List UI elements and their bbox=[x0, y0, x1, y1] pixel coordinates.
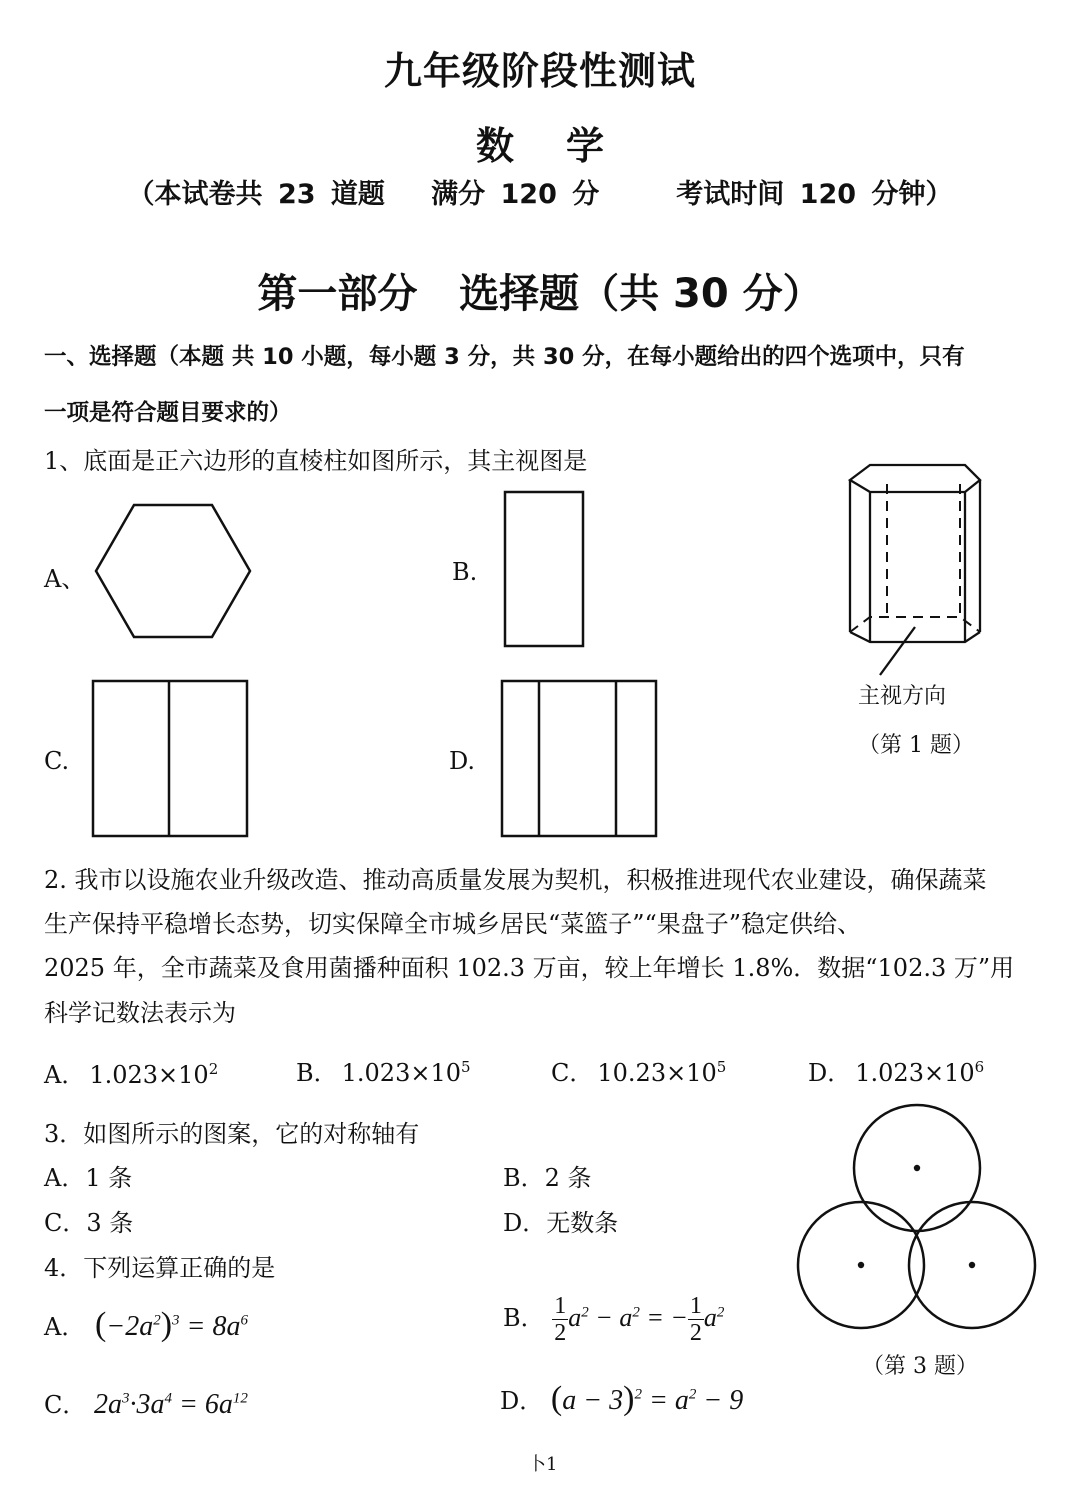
q1-option-c-figure bbox=[91, 679, 249, 839]
q2-option-a[interactable] bbox=[44, 1055, 218, 1090]
q4-b-exp3: 2 bbox=[716, 1304, 725, 1321]
q4-b-num-2: 1 bbox=[689, 1293, 702, 1319]
q3-three-circles-figure bbox=[795, 1100, 1040, 1345]
q1-option-a-label[interactable]: A、 bbox=[44, 565, 86, 593]
page-mark: 卜1 bbox=[528, 1454, 558, 1475]
q4-b-term2: a bbox=[703, 1303, 717, 1332]
q2-line-3: 2025 年，全市蔬菜及食用菌播种面积 102.3 万亩，较上年增长 1.8%．数据“102.3 万”用 bbox=[44, 954, 1015, 982]
q4-c-term3: = 6a bbox=[179, 1389, 233, 1420]
q1-stem: 1、底面是正六边形的直棱柱如图所示，其主视图是 bbox=[44, 447, 588, 475]
q2-option-b-base: 1.023×10 bbox=[341, 1059, 461, 1087]
q1-view-direction-label: 主视方向 bbox=[858, 684, 947, 709]
q4-a-rhs: = 8a bbox=[186, 1311, 241, 1342]
section-instructions-line1: 一、选择题（本题 共 10 小题，每小题 3 分，共 30 分，在每小题给出的四个选项中，只有 bbox=[44, 344, 965, 370]
q4-b-den-2: 2 bbox=[689, 1320, 702, 1346]
q2-option-c-label: C． bbox=[551, 1059, 594, 1087]
q4-option-b-label: B． bbox=[503, 1304, 545, 1332]
q4-b-exp1: 2 bbox=[581, 1304, 589, 1321]
q4-c-exp3: 12 bbox=[232, 1390, 248, 1407]
q2-line-1: 2. 我市以设施农业升级改造、推动高质量发展为契机，积极推进现代农业建设，确保蔬菜 bbox=[44, 866, 987, 894]
q2-option-b[interactable] bbox=[296, 1053, 471, 1088]
q2-option-c-exp: 5 bbox=[716, 1058, 727, 1076]
q1-option-c-label[interactable]: C. bbox=[44, 747, 70, 775]
q3-option-a[interactable]: A．1 条 bbox=[44, 1164, 133, 1192]
q4-option-c-label: C． bbox=[44, 1391, 87, 1419]
q3-figure-caption: （第 3 题） bbox=[862, 1354, 978, 1379]
q4-c-term2: ·3a bbox=[129, 1389, 165, 1420]
q4-b-den-1: 2 bbox=[554, 1320, 567, 1346]
q2-option-d[interactable] bbox=[808, 1053, 984, 1088]
subject-title: 数学 bbox=[475, 124, 656, 168]
q2-option-b-label: B． bbox=[296, 1059, 338, 1087]
q2-line-2: 生产保持平稳增长态势，切实保障全市城乡居民“菜篮子”“果盘子”稳定供给、 bbox=[44, 910, 862, 938]
q2-line-4: 科学记数法表示为 bbox=[44, 999, 236, 1027]
q4-option-b[interactable] bbox=[503, 1293, 724, 1346]
q4-d-exp2: 2 bbox=[688, 1386, 697, 1403]
q4-a-lhs: −2a bbox=[106, 1311, 154, 1342]
q2-option-a-exp: 2 bbox=[208, 1060, 219, 1078]
q3-option-d[interactable]: D．无数条 bbox=[503, 1209, 619, 1237]
q4-d-exp1: 2 bbox=[634, 1386, 642, 1403]
q4-c-term1: 2a bbox=[94, 1389, 123, 1420]
q1-option-b-rectangle bbox=[503, 490, 585, 648]
q4-b-term1: a bbox=[568, 1303, 582, 1332]
q1-option-d-label[interactable]: D. bbox=[449, 747, 476, 775]
q1-option-a-hexagon bbox=[92, 503, 254, 639]
q4-option-a[interactable]: A． $(-2a^2)^3 = 8a^6$ bbox=[44, 1306, 248, 1343]
q4-d-tail: − 9 bbox=[703, 1385, 744, 1416]
q3-option-b[interactable]: B．2 条 bbox=[503, 1164, 592, 1192]
q2-option-a-base: 1.023×10 bbox=[89, 1061, 209, 1089]
q2-option-d-exp: 6 bbox=[974, 1058, 985, 1076]
q4-stem: 4．下列运算正确的是 bbox=[44, 1254, 276, 1282]
q4-b-eq: = − bbox=[646, 1303, 688, 1332]
exam-title: 九年级阶段性测试 bbox=[383, 49, 696, 93]
q2-option-d-base: 1.023×10 bbox=[855, 1059, 975, 1087]
q1-hexagonal-prism-figure bbox=[840, 460, 990, 690]
q2-option-d-label: D． bbox=[808, 1059, 852, 1087]
q1-option-b-label[interactable]: B. bbox=[452, 558, 478, 586]
q2-option-c-base: 10.23×10 bbox=[597, 1059, 717, 1087]
q3-stem: 3．如图所示的图案，它的对称轴有 bbox=[44, 1120, 420, 1148]
q2-option-a-label: A． bbox=[44, 1061, 86, 1089]
q4-d-rhs: = a bbox=[648, 1385, 689, 1416]
q4-option-c[interactable] bbox=[44, 1385, 248, 1421]
q1-figure-caption: （第 1 题） bbox=[858, 733, 974, 758]
q4-option-a-label: A． bbox=[44, 1313, 86, 1341]
q4-a-exp2: 3 bbox=[172, 1312, 180, 1329]
q1-option-d-figure bbox=[500, 679, 658, 839]
q4-b-num-1: 1 bbox=[554, 1293, 567, 1319]
q4-option-d[interactable]: D． $(a - 3)^2 = a^2 - 9$ bbox=[500, 1380, 744, 1417]
q2-option-c[interactable] bbox=[551, 1053, 726, 1088]
q4-a-exp1: 2 bbox=[153, 1312, 161, 1329]
q4-c-exp1: 3 bbox=[122, 1390, 130, 1407]
q4-a-exp3: 6 bbox=[240, 1312, 248, 1329]
q3-option-c[interactable]: C．3 条 bbox=[44, 1209, 134, 1237]
part-title: 第一部分 选择题（共 30 分） bbox=[257, 271, 823, 317]
q4-b-minus: − a bbox=[595, 1303, 633, 1332]
q4-d-lhs: a − 3 bbox=[562, 1385, 624, 1416]
q4-c-exp2: 4 bbox=[164, 1390, 173, 1407]
exam-info: （本试卷共 23 道题 满分 120 分 考试时间 120 分钟） bbox=[127, 179, 953, 210]
q4-option-d-label: D． bbox=[500, 1387, 544, 1415]
q2-option-b-exp: 5 bbox=[461, 1058, 471, 1076]
section-instructions-line2: 一项是符合题目要求的） bbox=[44, 400, 292, 426]
q4-b-exp2: 2 bbox=[632, 1304, 640, 1321]
